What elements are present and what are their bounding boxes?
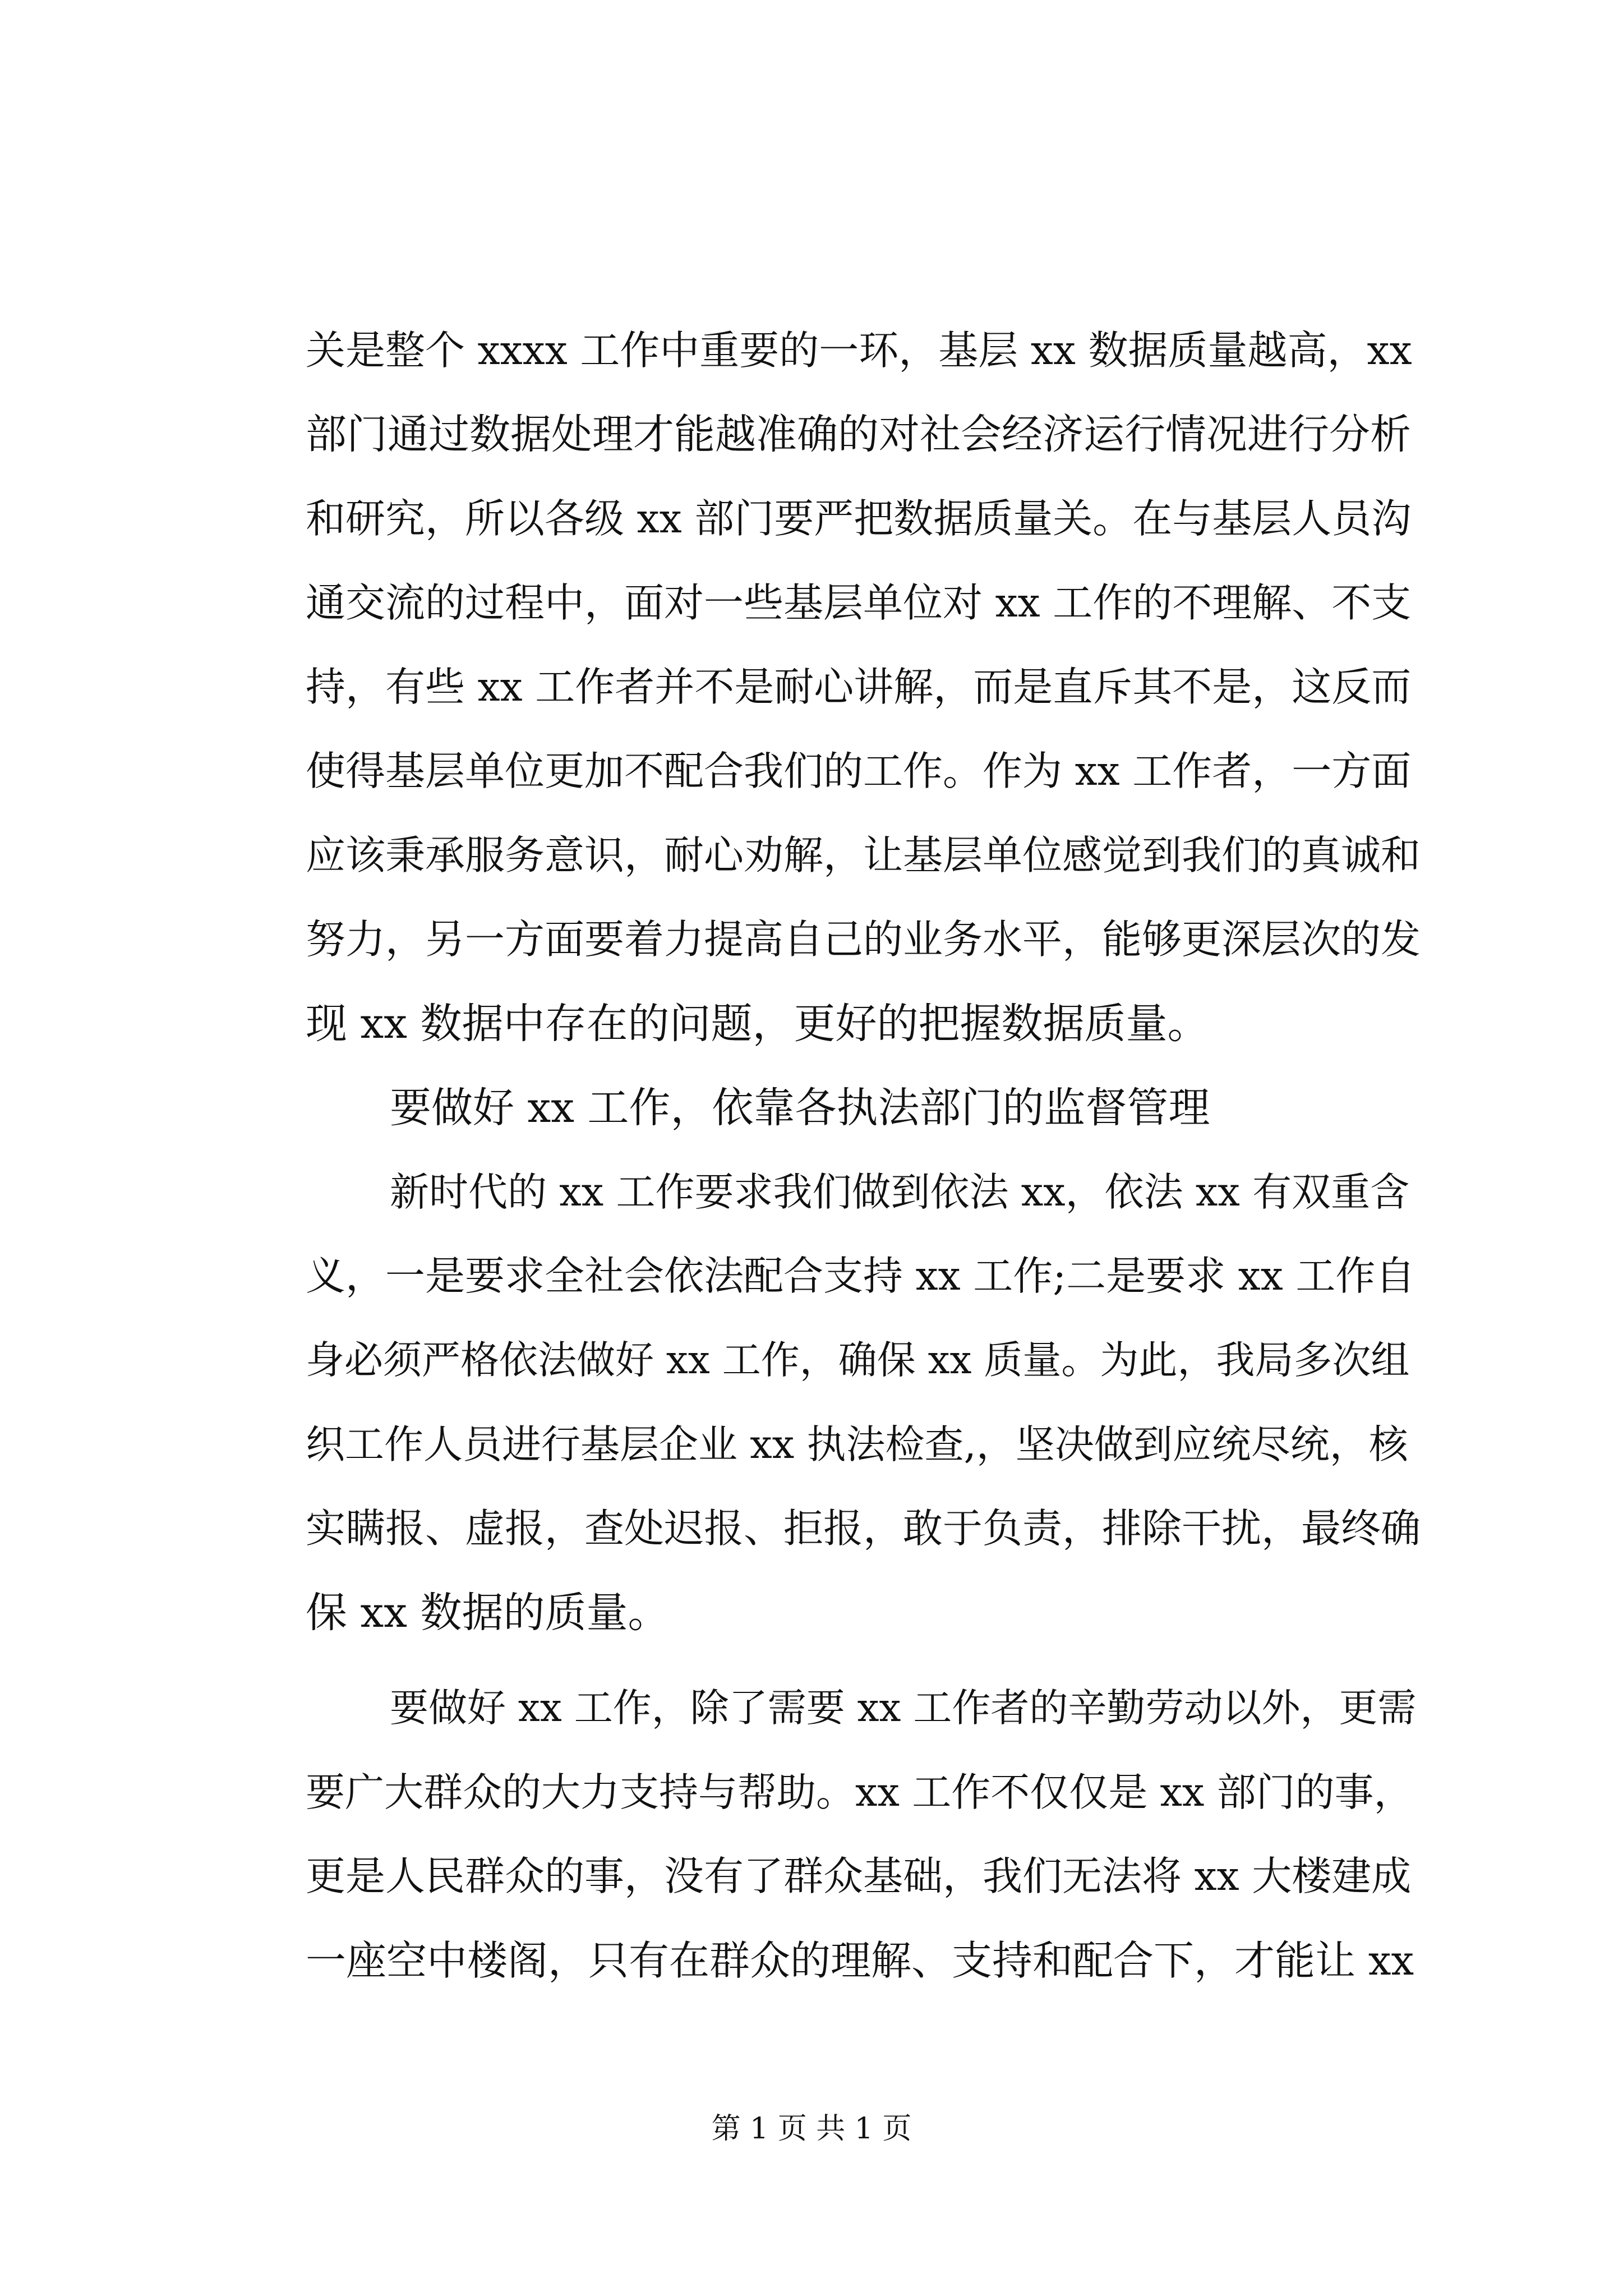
text-line: 使得基层单位更加不配合我们的工作。作为 xx 工作者，一方面 xyxy=(306,748,1412,794)
text-line: 新时代的 xx 工作要求我们做到依法 xx，依法 xx 有双重含 xyxy=(390,1169,1410,1215)
text-line: 身必须严格依法做好 xx 工作，确保 xx 质量。为此，我局多次组 xyxy=(306,1338,1410,1383)
text-line: 实瞒报、虚报，查处迟报、拒报，敢于负责，排除干扰，最终确 xyxy=(306,1505,1421,1552)
text-line: 和研究，所以各级 xx 部门要严把数据质量关。在与基层人员沟 xyxy=(306,495,1412,542)
text-line: 部门通过数据处理才能越准确的对社会经济运行情况进行分析 xyxy=(306,411,1411,458)
text-line: 义，一是要求全社会依法配合支持 xx 工作;二是要求 xx 工作自 xyxy=(306,1253,1415,1299)
text-line: 现 xx 数据中存在的问题，更好的把握数据质量。 xyxy=(306,1000,1209,1048)
text-line: 更是人民群众的事，没有了群众基础，我们无法将 xx 大楼建成 xyxy=(306,1853,1412,1899)
text-line: 关是整个 xxxx 工作中重要的一环，基层 xx 数据质量越高，xx xyxy=(306,327,1412,374)
page-number-footer: 第 1 页 共 1 页 xyxy=(711,2112,912,2146)
text-line: 织工作人员进行基层企业 xx 执法检查,，坚决做到应统尽统，核 xyxy=(306,1421,1408,1467)
text-line: 通交流的过程中，面对一些基层单位对 xx 工作的不理解、不支 xyxy=(306,579,1412,626)
text-line: 努力，另一方面要着力提高自己的业务水平，能够更深层次的发 xyxy=(306,916,1421,963)
section-heading: 要做好 xx 工作，依靠各执法部门的监督管理 xyxy=(390,1084,1210,1132)
text-line: 持，有些 xx 工作者并不是耐心讲解，而是直斥其不是，这反而 xyxy=(306,664,1412,710)
text-line: 一座空中楼阁，只有在群众的理解、支持和配合下，才能让 xx xyxy=(306,1937,1414,1984)
text-line: 应该秉承服务意识，耐心劝解，让基层单位感觉到我们的真诚和 xyxy=(306,832,1421,878)
text-line: 要做好 xx 工作，除了需要 xx 工作者的辛勤劳动以外，更需 xyxy=(390,1686,1417,1731)
text-line: 保 xx 数据的质量。 xyxy=(306,1589,670,1637)
text-line: 要广大群众的大力支持与帮助。xx 工作不仅仅是 xx 部门的事， xyxy=(306,1769,1413,1815)
